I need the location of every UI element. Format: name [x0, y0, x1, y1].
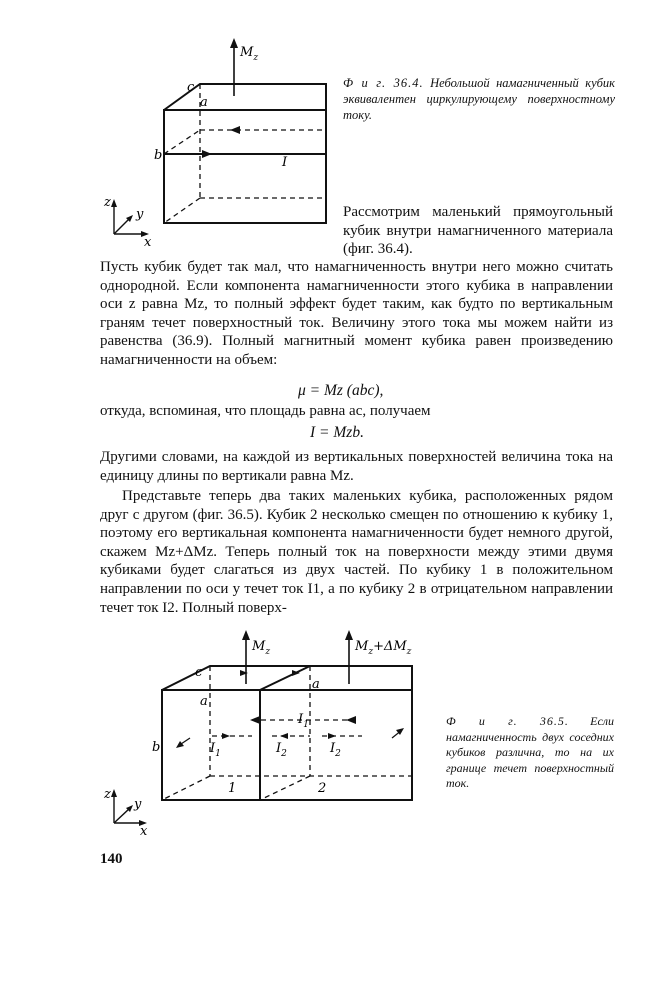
caption-label: Ф и г. 36.4. [343, 76, 424, 90]
i2-left-label: $I_2$ [276, 741, 287, 759]
i2-right-label: $I_2$ [330, 741, 341, 759]
axis-x-label: x [140, 824, 148, 838]
a-label: a [200, 95, 208, 110]
cube-front-face [164, 110, 326, 223]
equation-2: I = Mzb. [310, 424, 364, 441]
caption-text: Если намагниченность двух соседних кубиков различна, то на их границе течет поверхностный ток. [446, 714, 614, 790]
figure-36-5 [100, 628, 440, 838]
intro-paragraph: Рассмотрим маленький прямоугольный кубик внутри намагниченного материала (фиг. 36.4). [343, 204, 613, 258]
c-label: c [187, 80, 195, 95]
i1-label: $I_1$ [210, 741, 221, 759]
cube1-label: 1 [228, 781, 237, 796]
b-label: b [152, 740, 161, 755]
mz-label: $M_z$ [252, 639, 271, 657]
a-label: a [200, 694, 208, 709]
axis-x-label: x [144, 235, 152, 248]
paragraph-1: Пусть кубик будет так мал, что намагниченность внутри него можно считать однородной. Если компонента намагниченности этого кубика в направлении оси z равна Mz, то полный эффект будет таким, как будто по вертикальным граням течет поверхностный ток. Величину этого тока мы можем найти из равенства (36.9). Полный магнитный момент кубика равен произведению намагниченности на объем: [100, 259, 613, 368]
mz-label: $M_z$ [240, 45, 259, 63]
b-label: b [154, 148, 163, 163]
caption-label: Ф и г. 36.5. [446, 714, 569, 728]
axis-z-label: z [104, 195, 111, 210]
i1-top-label: $I_1$ [298, 712, 309, 730]
mz-delta-label: $M_z+\Delta M_z$ [355, 639, 412, 657]
figure-36-4 [100, 38, 330, 248]
equation-1: μ = Mz (abc), [298, 382, 384, 399]
a2-label: a [312, 677, 320, 692]
c-label: c [195, 665, 203, 680]
figure-36-5-caption [446, 714, 614, 792]
paragraph-3: Другими словами, на каждой из вертикальных поверхностей величина тока на единицу длины по вертикали равна Mz. [100, 449, 613, 484]
axis-y-label: y [134, 797, 142, 812]
caption-text: Небольшой намагниченный кубик эквивалентен циркулирующему поверхностному току. [343, 76, 616, 122]
cube2-label: 2 [318, 781, 327, 796]
paragraph-4: Представьте теперь два таких маленьких кубика, расположенных рядом друг с другом (фиг. 36.5). Кубик 2 несколько смещен по отношению к кубику 1, поэтому его вертикальная компонента намагниченности будет немного другой, скажем Mz+ΔMz. Теперь полный ток на поверхности между этими двумя кубиками будет слагаться из двух частей. По кубику 1 в положительном направлении по оси y течет ток I1, а по кубику 2 в отрицательном направлении течет ток I2. Полный поверх- [100, 488, 613, 616]
figure-36-4-caption [343, 75, 615, 123]
current-label: I [282, 155, 288, 170]
page-number: 140 [100, 851, 123, 867]
axis-z-label: z [104, 787, 111, 802]
paragraph-2: откуда, вспоминая, что площадь равна ac, получаем [100, 403, 431, 419]
axis-y-label: y [136, 207, 144, 222]
